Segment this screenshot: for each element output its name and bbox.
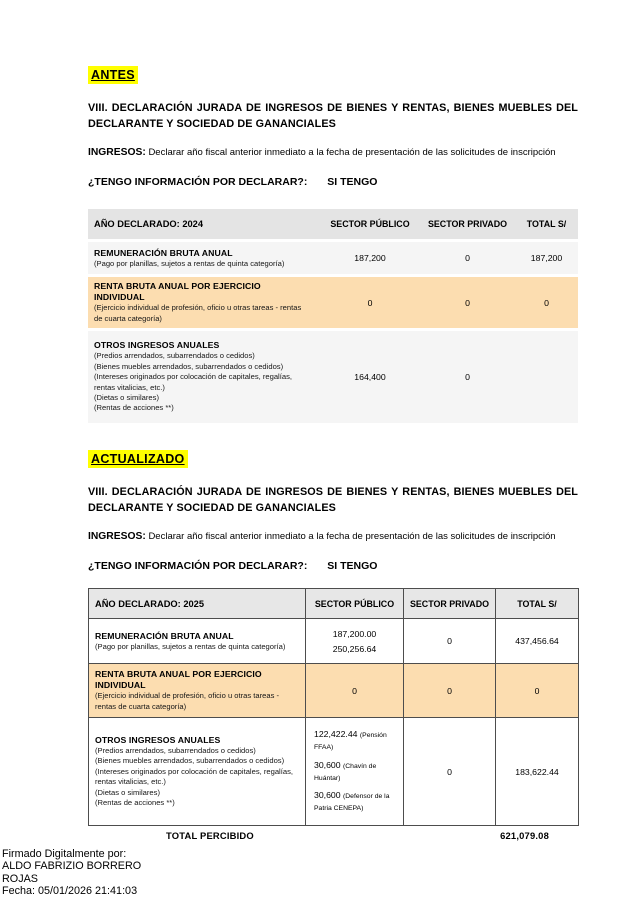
digital-signature-block [2, 848, 141, 897]
sector-publico-value: 0 [320, 277, 420, 328]
section-tag-antes: ANTES [88, 66, 138, 84]
declaration-question: ¿TENGO INFORMACIÓN POR DECLARAR?: [88, 176, 308, 189]
header-total: TOTAL S/ [515, 209, 578, 239]
section-antes [88, 66, 578, 426]
row-label-cell [88, 331, 320, 423]
declaration-question: ¿TENGO INFORMACIÓN POR DECLARAR?: [88, 560, 308, 573]
document-content [88, 66, 578, 841]
table-header-row [89, 589, 579, 619]
signature-date-line: Fecha: 05/01/2026 21:41:03 [2, 884, 138, 897]
declaration-answer: SI TENGO [327, 560, 378, 573]
sector-privado-value: 0 [420, 277, 515, 328]
total-value [515, 331, 578, 423]
row-sublabel: (Ejercicio individual de profesión, oficio u otras tareas - rentas de cuarta categoría) [95, 691, 280, 711]
row-sublabel: (Rentas de acciones **) [94, 403, 174, 413]
sector-privado-value: 0 [420, 331, 515, 423]
header-ano-declarado: AÑO DECLARADO: 2024 [88, 209, 320, 239]
row-label-cell [88, 242, 320, 274]
declaration-title: VIII. DECLARACIÓN JURADA DE INGRESOS DE BIENES Y RENTAS, BIENES MUEBLES DEL DECLARANTE Y SOCIEDAD DE GANANCIALES [88, 486, 578, 515]
declaration-question-line [88, 560, 578, 572]
sector-publico-value: 0 [306, 664, 404, 718]
row-sublabel: (Pago por planillas, sujetos a rentas de quinta categoría) [95, 641, 286, 651]
publico-note: (Chavín de Huántar) [314, 762, 377, 782]
row-label: OTROS INGRESOS ANUALES [95, 734, 221, 745]
header-sector-publico: SECTOR PÚBLICO [320, 209, 420, 239]
sector-privado-value: 0 [404, 718, 496, 826]
row-sublabel: (Rentas de acciones **) [95, 797, 175, 807]
row-sublabel: (Bienes muebles arrendados, subarrendados o cedidos) [94, 361, 284, 371]
total-value: 187,200 [515, 242, 578, 274]
declaration-answer: SI TENGO [327, 176, 378, 189]
publico-amount: 250,256.64 [332, 643, 377, 654]
row-sublabel: (Pago por planillas, sujetos a rentas de quinta categoría) [94, 258, 285, 268]
total-value: 0 [515, 277, 578, 328]
row-sublabel: (Intereses originados por colocación de capitales, regalías, rentas vitalicias, etc.) [94, 372, 292, 392]
row-sublabel: (Intereses originados por colocación de capitales, regalías, rentas vitalicias, etc.) [95, 766, 293, 787]
sector-privado-value: 0 [404, 619, 496, 664]
income-table-2024 [88, 206, 578, 426]
row-sublabel: (Predios arrendados, subarrendados o cedidos) [94, 351, 255, 361]
signature-name-line: ROJAS [2, 872, 38, 885]
row-sublabel: (Predios arrendados, subarrendados o cedidos) [95, 745, 256, 755]
publico-amount-with-note [314, 729, 399, 753]
section-tag-actualizado: ACTUALIZADO [88, 450, 188, 468]
table-row-otros-ingresos [89, 718, 579, 826]
section-actualizado [88, 450, 578, 841]
row-sublabel: (Dietas o similares) [94, 392, 159, 402]
row-sublabel: (Ejercicio individual de profesión, oficio u otras tareas - rentas de cuarta categoría) [94, 303, 302, 323]
row-label: REMUNERACIÓN BRUTA ANUAL [95, 630, 234, 641]
sector-privado-value: 0 [404, 664, 496, 718]
header-sector-publico: SECTOR PÚBLICO [306, 589, 404, 619]
row-label-cell [88, 277, 320, 328]
row-sublabel: (Bienes muebles arrendados, subarrendados o cedidos) [95, 756, 285, 766]
total-value: 437,456.64 [496, 619, 579, 664]
publico-note: (Defensor de la Patria CENEPA) [314, 793, 390, 813]
publico-amount-with-note [314, 790, 399, 814]
sector-privado-value: 0 [420, 242, 515, 274]
signature-line: Firmado Digitalmente por: [2, 848, 127, 860]
row-label: OTROS INGRESOS ANUALES [94, 340, 220, 351]
total-percibido-row [88, 830, 578, 841]
sector-publico-value [306, 718, 404, 826]
row-label: RENTA BRUTA ANUAL POR EJERCICIO INDIVIDUAL [95, 669, 262, 691]
header-total: TOTAL S/ [496, 589, 579, 619]
ingresos-note [88, 531, 578, 542]
signature-name-line: ALDO FABRIZIO BORRERO [2, 860, 142, 873]
declaration-question-line [88, 176, 578, 188]
publico-amount: 30,600 [314, 759, 341, 770]
total-value: 0 [496, 664, 579, 718]
total-value: 183,622.44 [496, 718, 579, 826]
table-row-otros-ingresos [88, 331, 578, 423]
table-row-renta-bruta [89, 664, 579, 718]
row-sublabel: (Dietas o similares) [95, 787, 160, 797]
total-percibido-label: TOTAL PERCIBIDO [166, 830, 254, 842]
publico-amount: 30,600 [314, 790, 341, 801]
row-label: RENTA BRUTA ANUAL POR EJERCICIO INDIVIDUAL [94, 281, 261, 303]
total-percibido-value: 621,079.08 [500, 830, 549, 842]
publico-amount: 187,200.00 [332, 628, 377, 639]
row-label-cell [89, 664, 306, 718]
declaration-title: VIII. DECLARACIÓN JURADA DE INGRESOS DE BIENES Y RENTAS, BIENES MUEBLES DEL DECLARANTE Y SOCIEDAD DE GANANCIALES [88, 102, 578, 131]
header-ano-declarado: AÑO DECLARADO: 2025 [89, 589, 306, 619]
row-label-cell [89, 619, 306, 664]
header-sector-privado: SECTOR PRIVADO [420, 209, 515, 239]
header-sector-privado: SECTOR PRIVADO [404, 589, 496, 619]
sector-publico-value: 164,400 [320, 331, 420, 423]
publico-amount: 122,422.44 [314, 729, 358, 740]
sector-publico-value: 187,200 [320, 242, 420, 274]
table-row-renta-bruta [88, 277, 578, 328]
income-table-2025 [88, 588, 579, 826]
table-row-remuneracion [89, 619, 579, 664]
publico-note: (Pensión FFAA) [314, 732, 387, 751]
ingresos-note [88, 147, 578, 158]
row-label-cell [89, 718, 306, 826]
ingresos-label: INGRESOS: [88, 531, 146, 543]
sector-publico-value [306, 619, 404, 664]
table-header-row [88, 209, 578, 239]
table-row-remuneracion [88, 242, 578, 274]
ingresos-label: INGRESOS: [88, 147, 146, 159]
ingresos-text: Declarar año fiscal anterior inmediato a la fecha de presentación de las solicitudes de inscripción [148, 147, 556, 159]
publico-amount-with-note [314, 760, 399, 784]
ingresos-text: Declarar año fiscal anterior inmediato a la fecha de presentación de las solicitudes de inscripción [148, 531, 556, 543]
row-label: REMUNERACIÓN BRUTA ANUAL [94, 247, 233, 258]
